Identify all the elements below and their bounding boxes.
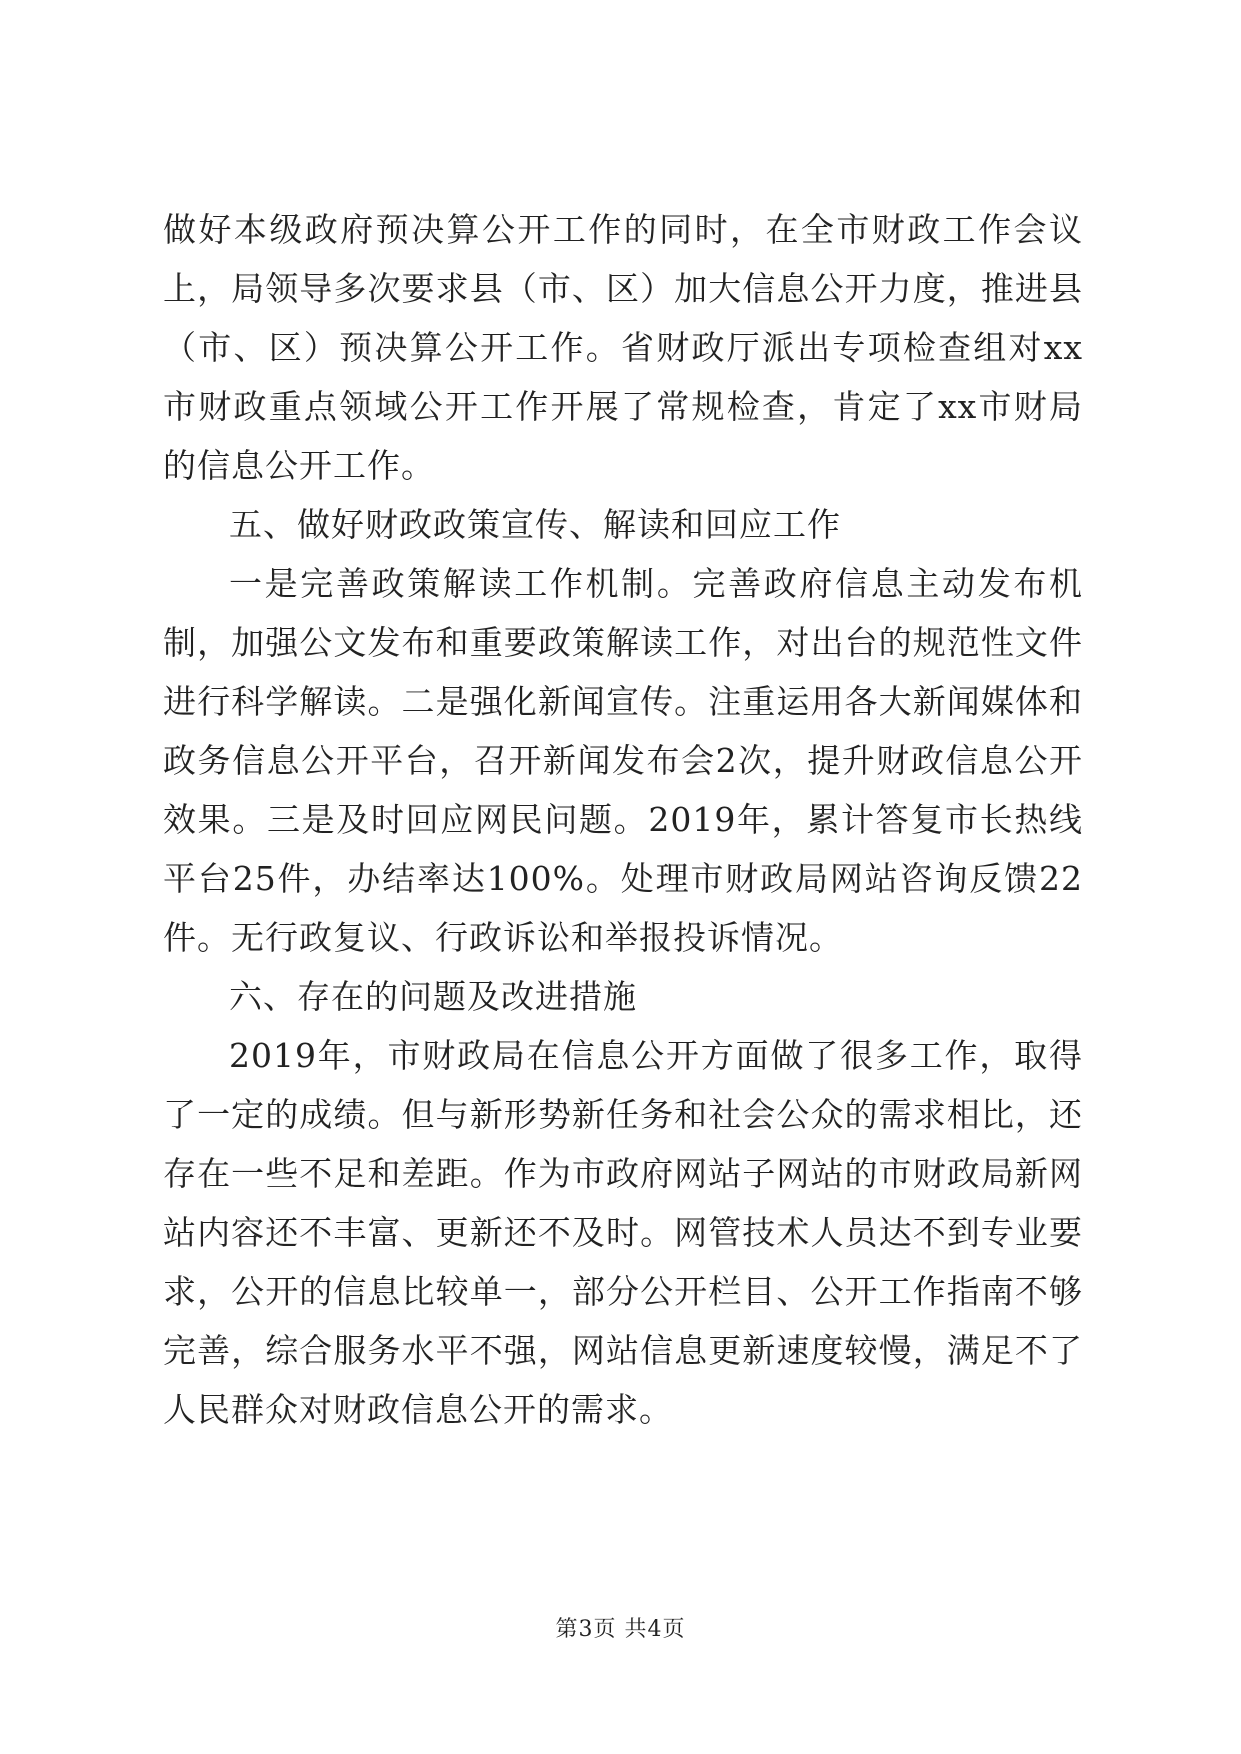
paragraph-problems: 2019年，市财政局在信息公开方面做了很多工作，取得了一定的成绩。但与新形势新任务和社会公众的需求相比，还存在一些不足和差距。作为市政府网站子网站的市财政局新网站内容还不丰富、更新还不及时。网管技术人员达不到专业要求，公开的信息比较单一，部分公开栏目、公开工作指南不够完善，综合服务水平不强，网站信息更新速度较慢，满足不了人民群众对财政信息公开的需求。 bbox=[163, 1036, 1083, 1429]
document-body bbox=[163, 200, 1083, 1439]
paragraph-policy-interpretation: 一是完善政策解读工作机制。完善政府信息主动发布机制，加强公文发布和重要政策解读工作，对出台的规范性文件进行科学解读。二是强化新闻宣传。注重运用各大新闻媒体和政务信息公开平台，召开新闻发布会2次，提升财政信息公开效果。三是及时回应网民问题。2019年，累计答复市长热线平台25件，办结率达100%。处理市财政局网站咨询反馈22件。无行政复议、行政诉讼和举报投诉情况。 bbox=[163, 564, 1083, 957]
paragraph-continuation: 做好本级政府预决算公开工作的同时，在全市财政工作会议上，局领导多次要求县（市、区）加大信息公开力度，推进县（市、区）预决算公开工作。省财政厅派出专项检查组对xx市财政重点领域公开工作开展了常规检查，肯定了xx市财局的信息公开工作。 bbox=[163, 210, 1083, 485]
page-footer: 第3页 共4页 bbox=[555, 1617, 686, 1642]
section-heading-5: 五、做好财政政策宣传、解读和回应工作 bbox=[229, 505, 841, 544]
section-heading-6: 六、存在的问题及改进措施 bbox=[229, 977, 637, 1016]
